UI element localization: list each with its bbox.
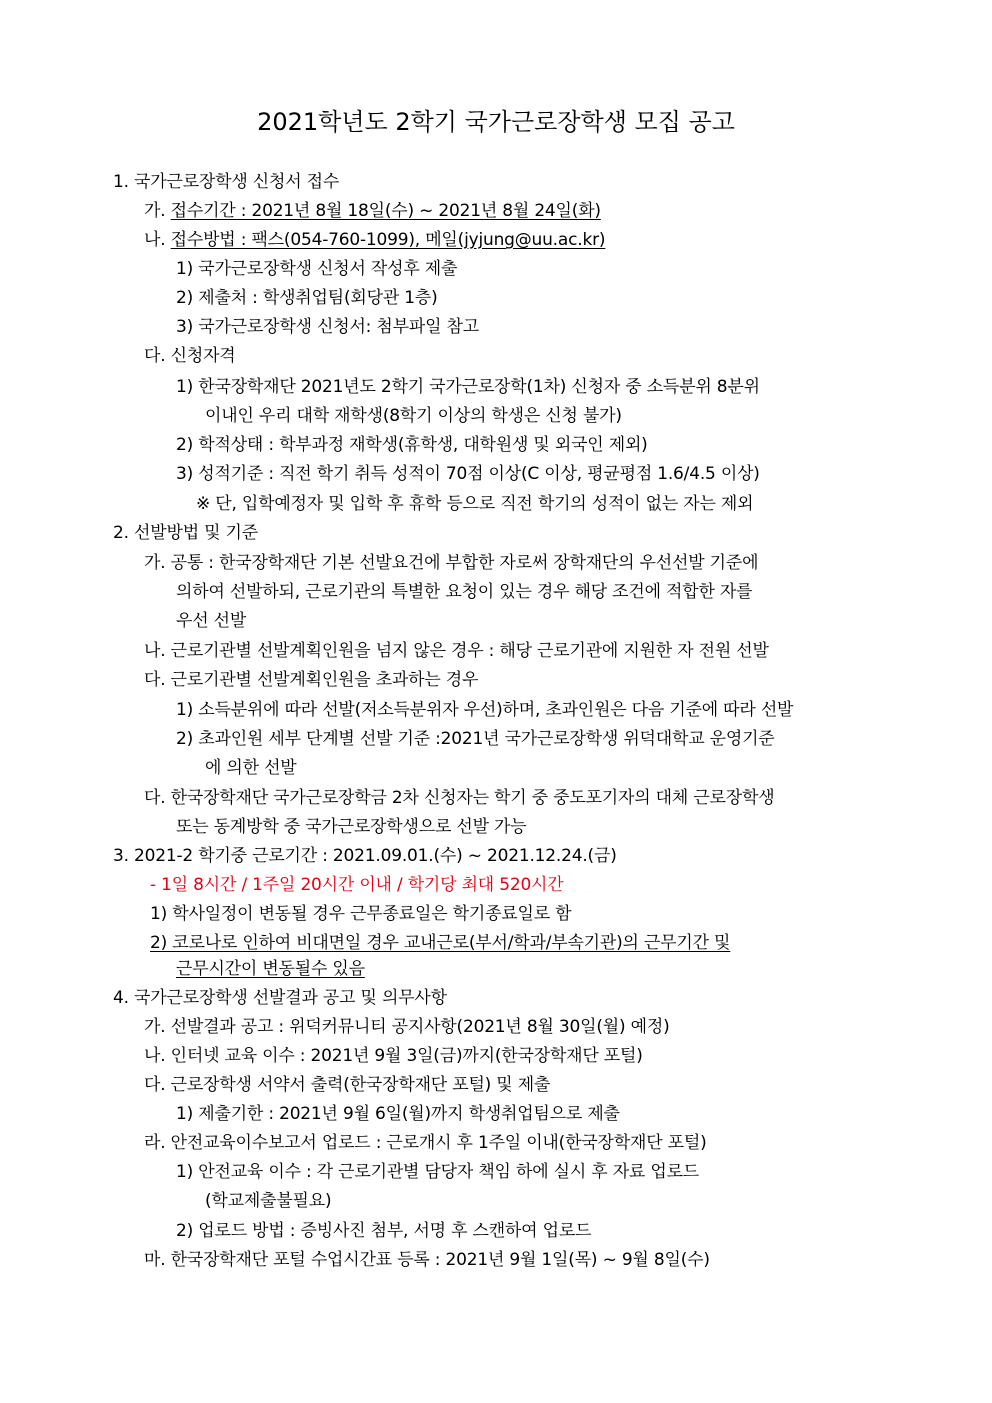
section-1-heading: 1. 국가근로장학생 신청서 접수 bbox=[113, 172, 340, 192]
page-title: 2021학년도 2학기 국가근로장학생 모집 공고 bbox=[257, 108, 735, 136]
work-hours-limit: - 1일 8시간 / 1주일 20시간 이내 / 학기당 최대 520시간 bbox=[150, 875, 564, 895]
s2-item-da-2: 다. 한국장학재단 국가근로장학금 2차 신청자는 학기 중 중도포기자의 대체 근로장학생 bbox=[144, 788, 775, 808]
s1-item-na bbox=[144, 226, 605, 255]
s2-item-da: 다. 근로기관별 선발계획인원을 초과하는 경우 bbox=[144, 670, 479, 690]
s4-ra-sub-2: 2) 업로드 방법 : 증빙사진 첨부, 서명 후 스캔하여 업로드 bbox=[176, 1221, 592, 1241]
s1-note: ※ 단, 입학예정자 및 입학 후 휴학 등으로 직전 학기의 성적이 없는 자는 제외 bbox=[196, 494, 754, 514]
s1-item-ga bbox=[144, 197, 601, 226]
s1-item-na-prefix: 나. bbox=[144, 230, 171, 250]
s2-da-sub-2: 2) 초과인원 세부 단계별 선발 기준 :2021년 국가근로장학생 위덕대학교 운영기준 bbox=[176, 729, 775, 749]
s1-item-ga-prefix: 가. bbox=[144, 201, 171, 221]
s2-item-ga-cont-2: 우선 선발 bbox=[176, 611, 247, 631]
s2-item-ga: 가. 공통 : 한국장학재단 기본 선발요건에 부합한 자로써 장학재단의 우선선발 기준에 bbox=[144, 553, 759, 573]
s1-na-sub-2: 2) 제출처 : 학생취업팀(회당관 1층) bbox=[176, 288, 438, 308]
section-3-heading: 3. 2021-2 학기중 근로기간 : 2021.09.01.(수) ~ 2021.12.24.(금) bbox=[113, 846, 617, 866]
s3-item-2: 2) 코로나로 인하여 비대면일 경우 교내근로(부서/학과/부속기관)의 근무기간 및 bbox=[150, 933, 731, 953]
application-period: 접수기간 : 2021년 8월 18일(수) ~ 2021년 8월 24일(화) bbox=[170, 201, 601, 221]
s4-ra-sub-1: 1) 안전교육 이수 : 각 근로기관별 담당자 책임 하에 실시 후 자료 업로드 bbox=[176, 1162, 700, 1182]
s1-da-sub-2: 2) 학적상태 : 학부과정 재학생(휴학생, 대학원생 및 외국인 제외) bbox=[176, 435, 648, 455]
s1-na-sub-3: 3) 국가근로장학생 신청서: 첨부파일 참고 bbox=[176, 317, 479, 337]
s4-item-na: 나. 인터넷 교육 이수 : 2021년 9월 3일(금)까지(한국장학재단 포털) bbox=[144, 1046, 643, 1066]
s4-item-da: 다. 근로장학생 서약서 출력(한국장학재단 포털) 및 제출 bbox=[144, 1075, 551, 1095]
s1-na-sub-1: 1) 국가근로장학생 신청서 작성후 제출 bbox=[176, 259, 458, 279]
s4-item-ga: 가. 선발결과 공고 : 위덕커뮤니티 공지사항(2021년 8월 30일(월) 예정) bbox=[144, 1017, 670, 1037]
s1-da-sub-1-cont: 이내인 우리 대학 재학생(8학기 이상의 학생은 신청 불가) bbox=[205, 406, 622, 426]
s4-ra-sub-1-cont: (학교제출불필요) bbox=[205, 1191, 332, 1211]
s4-item-ra: 라. 안전교육이수보고서 업로드 : 근로개시 후 1주일 이내(한국장학재단 포털) bbox=[144, 1133, 707, 1153]
s4-item-ma: 마. 한국장학재단 포털 수업시간표 등록 : 2021년 9월 1일(목) ~ 9월 8일(수) bbox=[144, 1250, 710, 1270]
s2-da-sub-1: 1) 소득분위에 따라 선발(저소득분위자 우선)하며, 초과인원은 다음 기준에 따라 선발 bbox=[176, 700, 794, 720]
section-4-heading: 4. 국가근로장학생 선발결과 공고 및 의무사항 bbox=[113, 988, 447, 1008]
s1-da-sub-3: 3) 성적기준 : 직전 학기 취득 성적이 70점 이상(C 이상, 평균평점 1.6/4.5 이상) bbox=[176, 464, 760, 484]
s2-item-ga-cont-1: 의하여 선발하되, 근로기관의 특별한 요청이 있는 경우 해당 조건에 적합한 자를 bbox=[176, 582, 753, 602]
s2-item-na: 나. 근로기관별 선발계획인원을 넘지 않은 경우 : 해당 근로기관에 지원한 자 전원 선발 bbox=[144, 641, 769, 661]
s2-da-sub-2-cont: 에 의한 선발 bbox=[205, 758, 297, 778]
s2-item-da-2-cont: 또는 동계방학 중 국가근로장학생으로 선발 가능 bbox=[176, 817, 527, 837]
s3-item-1: 1) 학사일정이 변동될 경우 근무종료일은 학기종료일로 함 bbox=[150, 904, 572, 924]
s4-da-sub-1: 1) 제출기한 : 2021년 9월 6일(월)까지 학생취업팀으로 제출 bbox=[176, 1104, 620, 1124]
s1-da-sub-1: 1) 한국장학재단 2021년도 2학기 국가근로장학(1차) 신청자 중 소득분위 8분위 bbox=[176, 377, 760, 397]
application-method: 접수방법 : 팩스(054-760-1099), 메일(jyjung@uu.ac.kr) bbox=[170, 230, 606, 250]
s3-item-2-cont: 근무시간이 변동될수 있음 bbox=[176, 959, 365, 979]
section-2-heading: 2. 선발방법 및 기준 bbox=[113, 523, 258, 543]
s1-item-da: 다. 신청자격 bbox=[144, 346, 236, 366]
